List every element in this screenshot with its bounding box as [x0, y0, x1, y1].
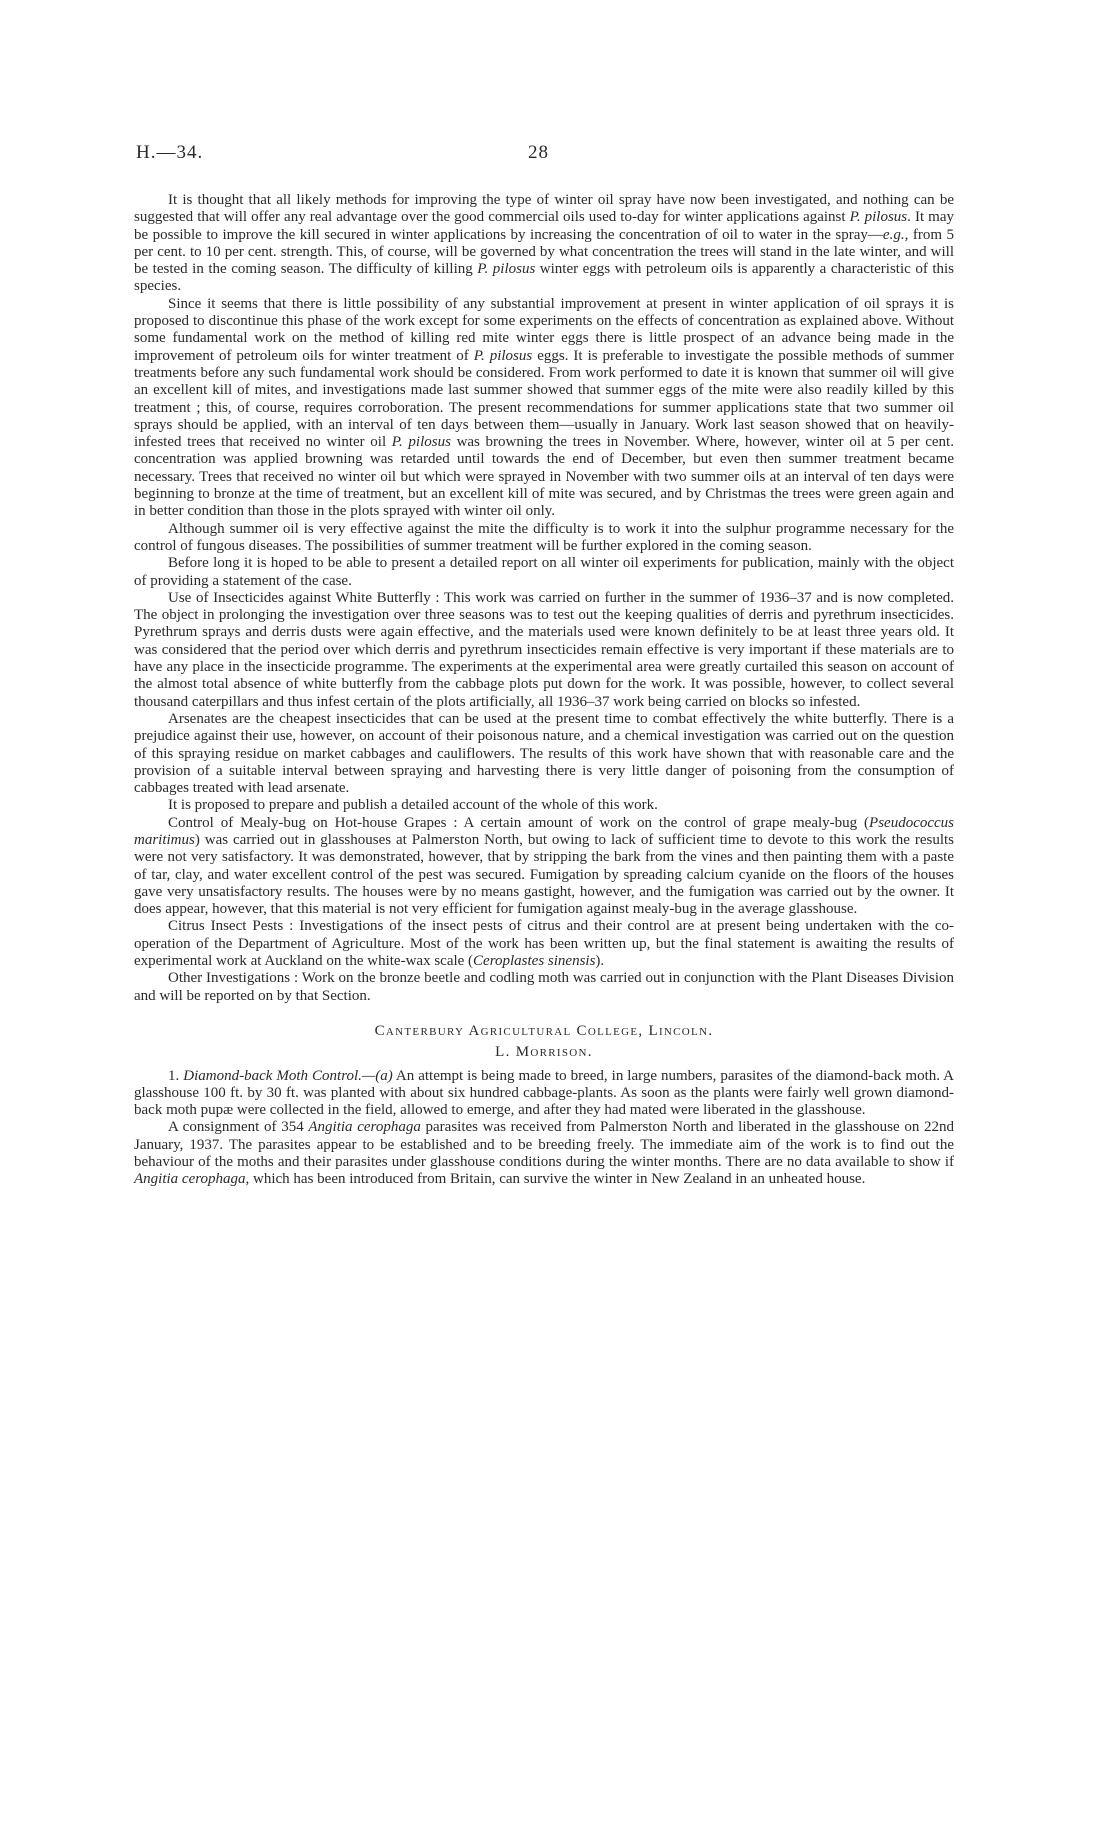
text-run: 1.: [168, 1067, 184, 1084]
italic-text: Ceroplastes sinensis: [473, 953, 596, 970]
text-run: ).: [595, 953, 605, 970]
text-run: , which has been introduced from Britain, can survive the winter in New Zealand in an unheated house.: [245, 1171, 866, 1188]
text-run: Control of Mealy-bug on Hot-house Grapes : A certain amount of work on the control of grape mealy-bug (: [168, 814, 870, 831]
section-author: L. Morrison.: [495, 1044, 593, 1061]
italic-text: Pseudococcus maritimus: [134, 814, 954, 848]
text-run: , from 5 per cent. to 10 per cent. strength. This, of course, will be governed by what concentration the trees will stand in the late winter, and will be tested in the coming season. The difficulty of killing: [134, 226, 954, 278]
text-run: It is thought that all likely methods for improving the type of winter oil spray have now been investigated, and nothing can be suggested that will offer any real advantage over the good commercial oils used to-day for winter applications against: [134, 192, 954, 226]
text-run: Since it seems that there is little possibility of any substantial improvement at present in winter application of oil sprays it is proposed to discontinue this phase of the work except for some experiments on the effects of concentration as explained above. Without some fundamental work on the method of killing red mite winter eggs there is little prospect of an advance being made in the improvement of petroleum oils for winter treatment of: [134, 295, 954, 364]
body-text: [134, 192, 954, 1189]
text-run: It is proposed to prepare and publish a detailed account of the whole of this work.: [168, 797, 658, 814]
text-run: parasites was received from Palmerston North and liberated in the glasshouse on 22nd January, 1937. The parasites appear to be established and to be breeding freely. The immediate aim of the work is to find out the behaviour of the moths and their parasites under glasshouse conditions during the winter months. There are no data available to show if: [134, 1119, 955, 1171]
paragraph: [134, 1119, 954, 1188]
text-run: Citrus Insect Pests : Investigations of the insect pests of citrus and their control are at present being undertaken with the co-operation of the Department of Agriculture. Most of the work has been written up, but the final statement is awaiting the results of experimental work at Auckland on the white-wax scale (: [134, 918, 954, 970]
italic-text: P. pilosus: [473, 347, 533, 364]
paragraph: [134, 970, 954, 1005]
text-run: was browning the trees in November. Where, however, winter oil at 5 per cent. concentration was applied browning was retarded until towards the end of December, but even then summer treatment became necessary. Trees that received no winter oil but which were sprayed in November with two summer oils at an interval of ten days were beginning to bronze at the time of treatment, but an excellent kill of mite was secured, and by Christmas the trees were green again and in better condition than those in the plots sprayed with winter oil only.: [134, 434, 954, 520]
main-paragraphs: [134, 192, 954, 1005]
italic-text: P. pilosus: [477, 261, 536, 278]
text-run: An attempt is being made to breed, in large numbers, parasites of the diamond-back moth. A glasshouse 100 ft. by 30 ft. was planted with about six hundred cabbage-plants. As soon as the plants were fairly well grown diamond-back moth pupæ were collected in the field, allowed to emerge, and after they had mated were liberated in the glasshouse.: [134, 1067, 955, 1119]
italic-text: Angitia cerophaga: [134, 1171, 246, 1188]
italic-text: P. pilosus: [391, 434, 451, 451]
text-run: winter eggs with petroleum oils is apparently a characteristic of this species.: [134, 261, 954, 295]
italic-text: Diamond-back Moth Control.—(a): [183, 1067, 393, 1084]
text-run: A consignment of 354: [168, 1119, 309, 1136]
section-heading: Canterbury Agricultural College, Lincoln.: [374, 1022, 714, 1039]
paragraph: [134, 1068, 954, 1120]
italic-text: P. pilosus: [849, 209, 908, 226]
text-run: ) was carried out in glasshouses at Palmerston North, but owing to lack of sufficient time to devote to this work the results were not very satisfactory. It was demonstrated, however, that by stripping the bark from the vines and then painting them with a paste of tar, clay, and water excellent control of the pest was secured. Fumigation by spreading calcium cyanide on the floors of the houses gave very unsatisfactory results. The houses were by no means gastight, however, and the fumigation was carried out by the owner. It does appear, however, that this material is not very efficient for fumigation against mealy-bug in the average glasshouse.: [134, 831, 954, 918]
text-run: Although summer oil is very effective against the mite the difficulty is to work it into the sulphur programme necessary for the control of fungous diseases. The possibilities of summer treatment will be further explored in the coming season.: [134, 520, 954, 554]
section-paragraphs: [134, 1068, 954, 1189]
paragraph: [134, 296, 954, 521]
text-run: Arsenates are the cheapest insecticides that can be used at the present time to combat effectively the white butterfly. There is a prejudice against their use, however, on account of their poisonous nature, and a chemical investigation was carried out on the question of this spraying residue on market cabbages and cauliflowers. The results of this work have shown that with reasonable care and the provision of a suitable interval between spraying and harvesting there is very little danger of poisoning from the consumption of cabbages treated with lead arsenate.: [134, 710, 954, 797]
text-run: Use of Insecticides against White Butterfly : This work was carried on further in the summer of 1936–37 and is now completed. The object in prolonging the investigation over three seasons was to test out the keeping qualities of derris and pyrethrum insecticides. Pyrethrum sprays and derris dusts were again effective, and the materials used were known definitely to be at least three years old. It was considered that the period over which derris and pyrethrum insecticides remain effective is very important if these materials are to have any place in the insecticide programme. The experiments at the experimental area were greatly curtailed this season on account of the almost total absence of white butterfly from the cabbage plots put down for the work. It was possible, however, to collect several thousand caterpillars and thus infest certain of the plots artificially, all 1936–37 work being carried on blocks so infested.: [134, 589, 954, 710]
paragraph: [134, 192, 954, 296]
paragraph: [134, 590, 954, 711]
paragraph: [134, 918, 954, 970]
page-number: 28: [528, 142, 549, 163]
paragraph: [134, 555, 954, 590]
text-run: eggs. It is preferable to investigate the possible methods of summer treatments before any such fundamental work should be considered. From work performed to date it is known that summer oil will give an excellent kill of mites, and investigations made last summer showed that summer eggs of the mite were also readily killed by this treatment ; this, of course, requires corroboration. The present recommendations for summer applications state that two summer oil sprays should be applied, with an interval of ten days between them—usually in January. Work last season showed that on heavily-infested trees that received no winter oil: [134, 347, 954, 451]
paragraph: [134, 815, 954, 919]
paragraph: [134, 521, 954, 556]
paragraph: [134, 797, 954, 814]
text-run: Before long it is hoped to be able to present a detailed report on all winter oil experiments for publication, mainly with the object of providing a statement of the case.: [134, 555, 954, 589]
paragraph: [134, 711, 954, 797]
report-reference: H.—34.: [136, 142, 204, 163]
italic-text: e.g.: [882, 226, 905, 243]
italic-text: Angitia cerophaga: [308, 1119, 421, 1136]
text-run: Other Investigations : Work on the bronze beetle and codling moth was carried out in conjunction with the Plant Diseases Division and will be reported on by that Section.: [134, 970, 954, 1004]
text-run: . It may be possible to improve the kill secured in winter applications by increasing the concentration of oil to water in the spray—: [134, 209, 954, 243]
